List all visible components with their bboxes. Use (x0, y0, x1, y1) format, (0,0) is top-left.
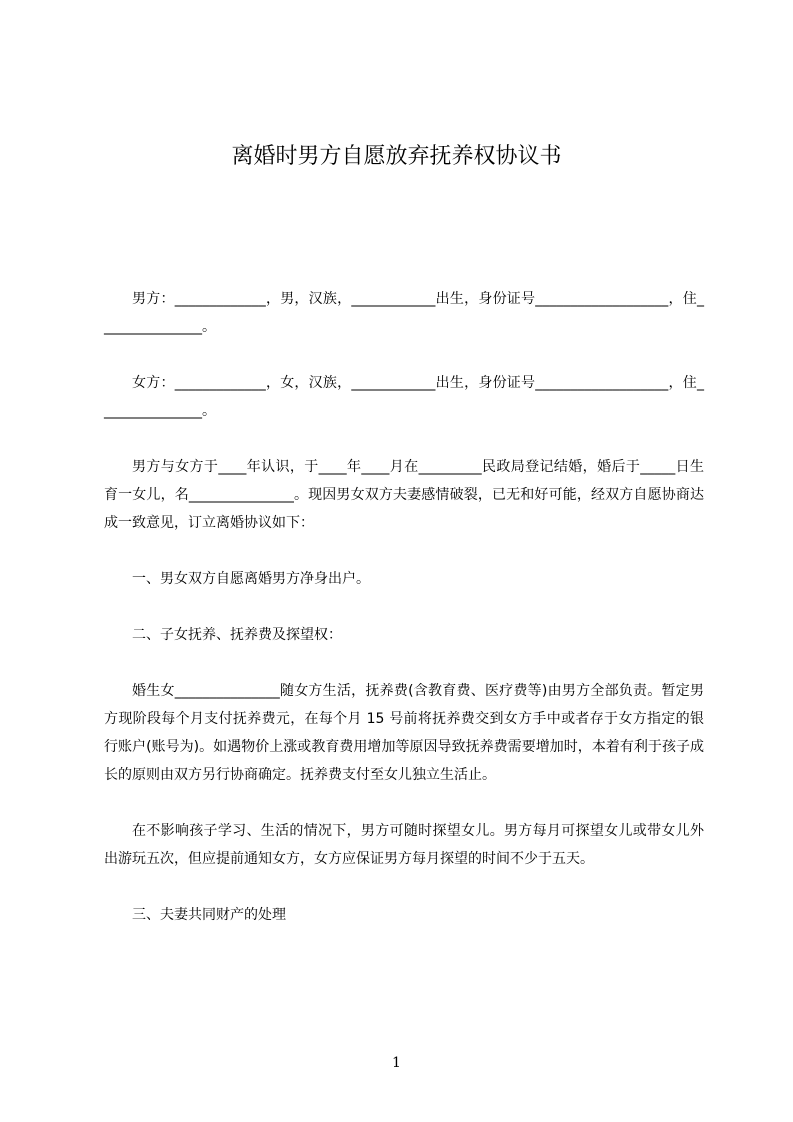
clause-3-heading: 三、夫妻共同财产的处理 (132, 907, 286, 923)
document-title: 离婚时男方自愿放弃抚养权协议书 (231, 144, 562, 169)
paragraph-wife-info: 女方：_____________，女，汉族，____________出生，身份证号___________________，住_______________。 (104, 375, 704, 419)
clause-1-divorce: 一、男女双方自愿离婚男方净身出户。 (132, 571, 370, 587)
paragraph-marriage-background: 男方与女方于____年认识，于____年____月在_________民政局登记结婚，婚后于_____日生育一女儿，名_______________。现因男女双方夫妻感情破裂，已无和好可能，经双方自愿协商达成一致意见，订立离婚协议如下： (104, 459, 704, 531)
clause-2-heading: 二、子女抚养、抚养费及探望权： (132, 627, 342, 643)
page-number: 1 (392, 1055, 401, 1071)
document-body (104, 285, 704, 929)
paragraph-child-support: 婚生女_______________随女方生活，抚养费(含教育费、医疗费等)由男方全部负责。暂定男方现阶段每个月支付抚养费元，在每个月 15 号前将抚养费交到女方手中或者存于女方指定的银行账户(账号为)。如遇物价上涨或教育费用增加等原因导致抚养费需要增加时，本着有利于孩子成长的原则由双方另行协商确定。抚养费支付至女儿独立生活止。 (104, 683, 704, 783)
paragraph-husband-info: 男方：_____________，男，汉族，____________出生，身份证号___________________，住_______________。 (104, 291, 704, 335)
paragraph-visitation: 在不影响孩子学习、生活的情况下，男方可随时探望女儿。男方每月可探望女儿或带女儿外出游玩五次，但应提前通知女方，女方应保证男方每月探望的时间不少于五天。 (104, 823, 704, 867)
